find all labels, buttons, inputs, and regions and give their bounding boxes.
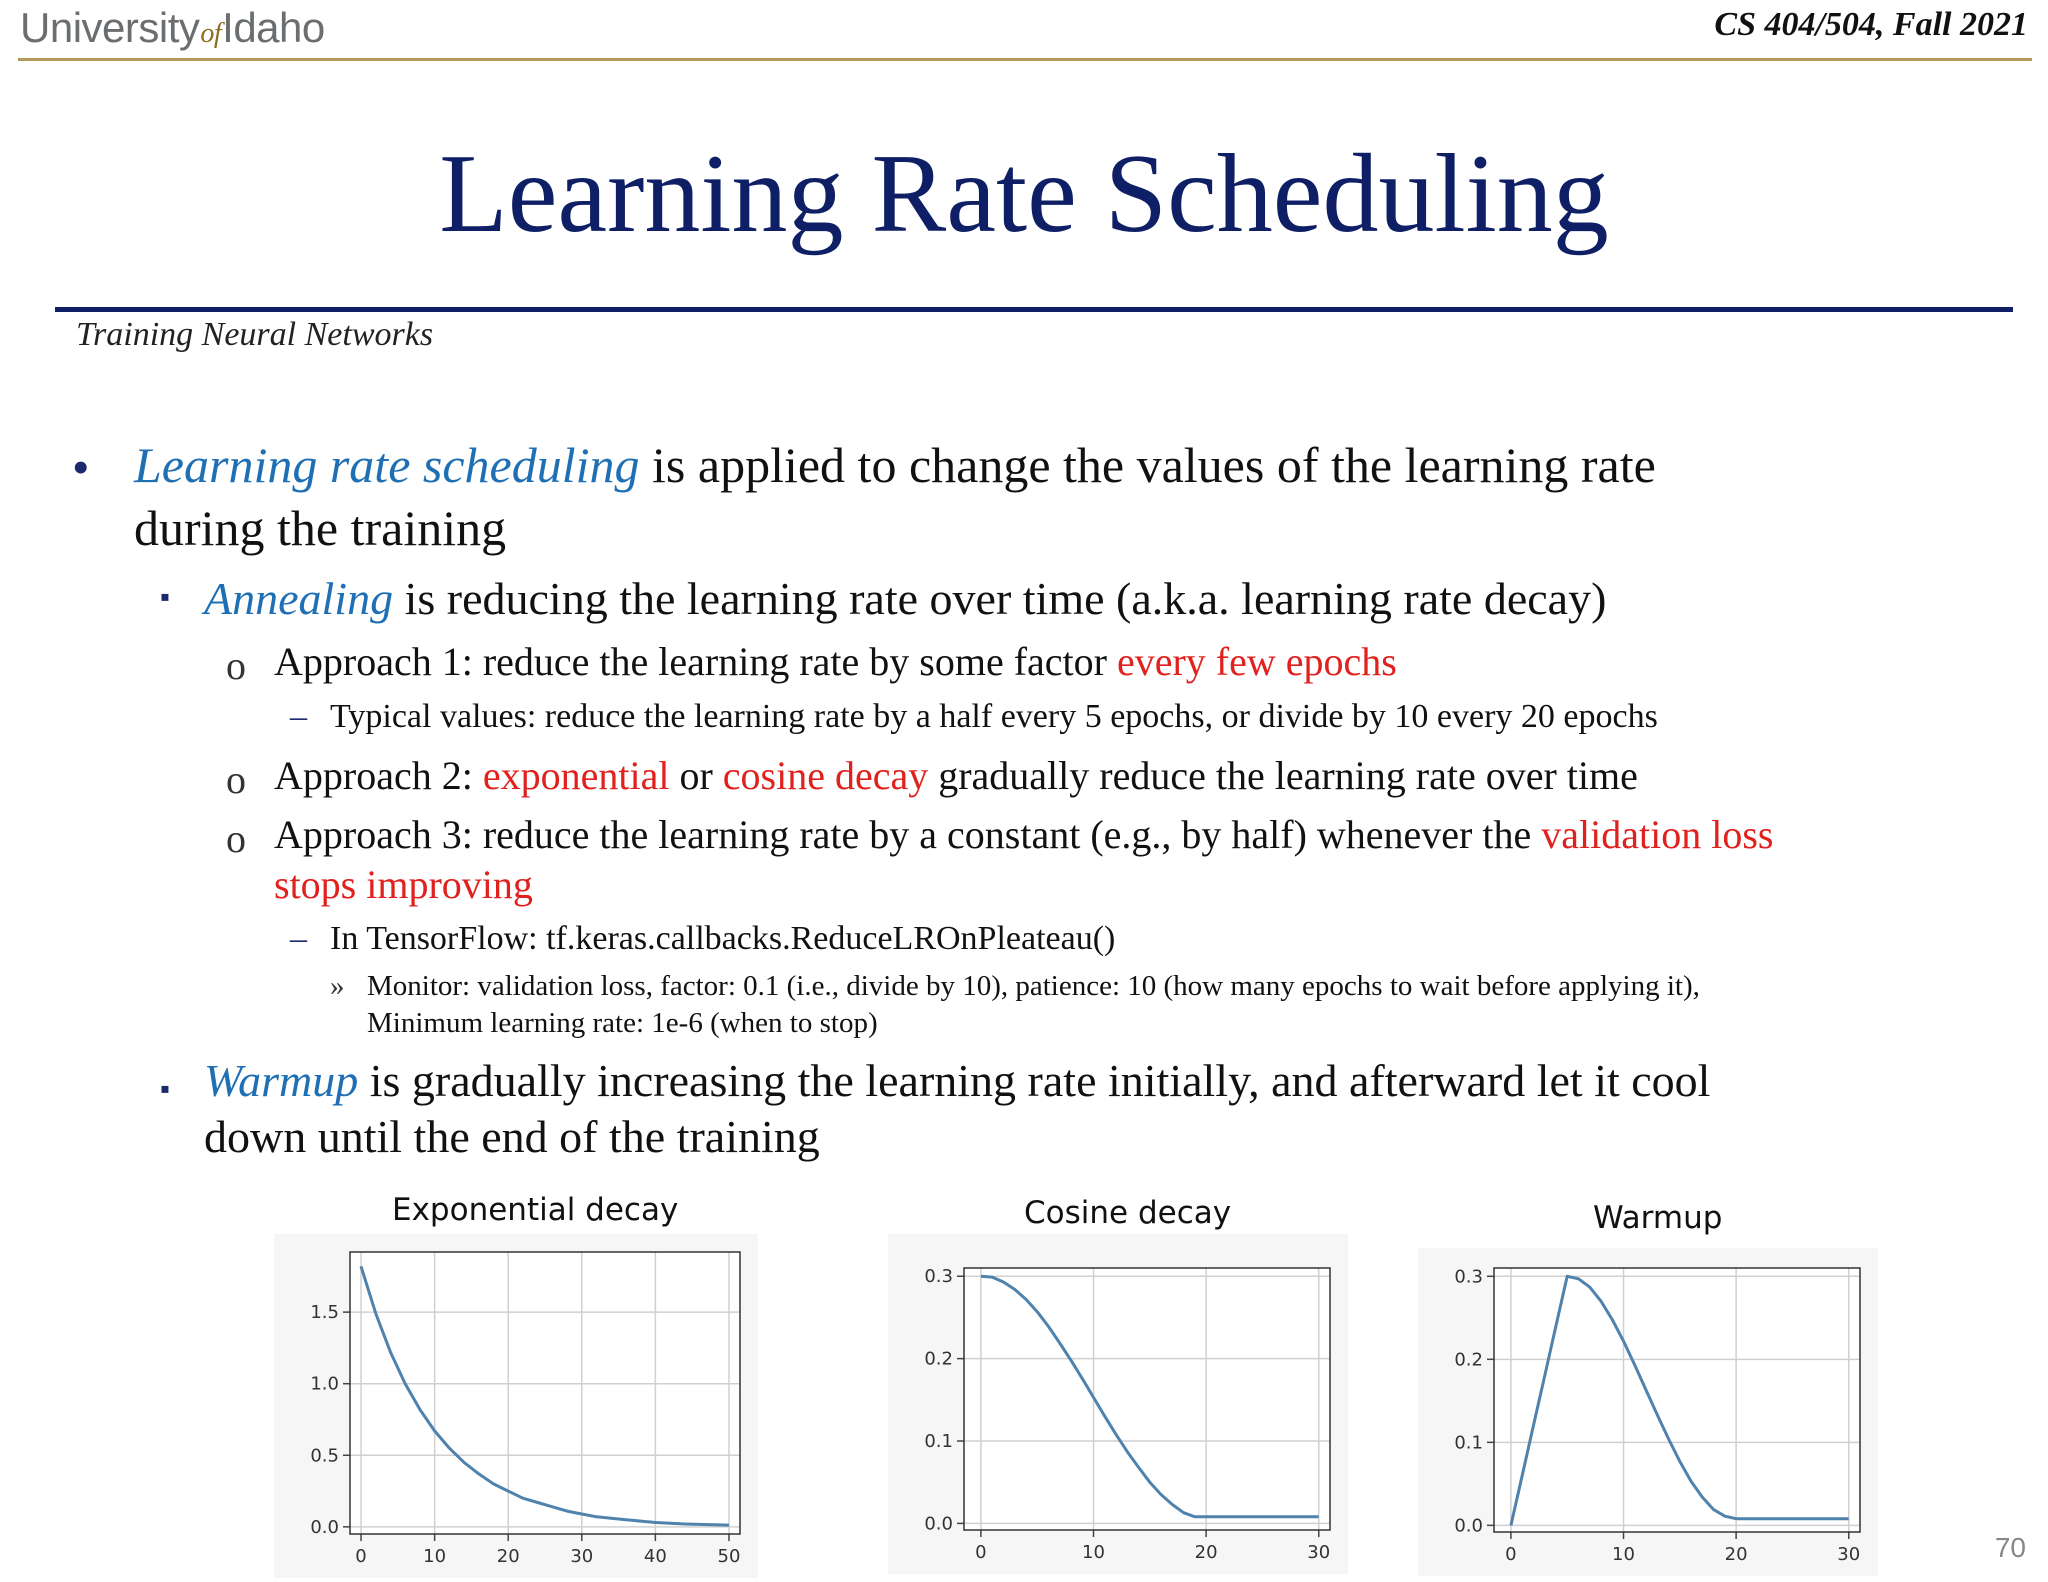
square-marker: ▪: [160, 582, 170, 613]
x-tick-label: 0: [1505, 1544, 1517, 1565]
x-tick-label: 0: [975, 1542, 987, 1563]
y-tick-label: 0.1: [924, 1431, 953, 1453]
term-warmup: Warmup: [204, 1055, 359, 1106]
plot-area: [350, 1252, 740, 1534]
chart-cosine-decay: [888, 1234, 1348, 1574]
x-tick-label: 20: [1724, 1544, 1748, 1565]
x-tick-label: 50: [717, 1546, 741, 1567]
dash-marker: –: [290, 698, 307, 735]
chart-warmup: [1418, 1248, 1878, 1576]
dash-marker: –: [290, 920, 307, 957]
y-tick-label: 1.5: [310, 1302, 339, 1324]
logo-idaho: Idaho: [222, 4, 325, 51]
bullet-lr-scheduling-cont: during the training: [134, 500, 507, 556]
y-tick-label: 0.0: [310, 1516, 339, 1538]
bullet-warmup-cont: down until the end of the training: [204, 1111, 820, 1162]
y-tick-label: 0.3: [924, 1266, 953, 1288]
x-tick-label: 10: [1612, 1544, 1635, 1565]
course-label: CS 404/504, Fall 2021: [1714, 6, 2028, 43]
monitor-line-1: Monitor: validation loss, factor: 0.1 (i.e., divide by 10), patience: 10 (how many epochs to wait before applying it),: [367, 970, 1700, 1002]
approach-1: [274, 638, 1397, 685]
x-tick-label: 0: [355, 1546, 367, 1567]
approach-3-text: Approach 3: reduce the learning rate by a constant (e.g., by half) whenever the: [274, 812, 1542, 857]
chart-title-warmup: Warmup: [1593, 1200, 1723, 1236]
approach-3: [274, 811, 1773, 858]
y-tick-label: 0.0: [1454, 1515, 1483, 1537]
square-marker: ▪: [160, 1074, 170, 1105]
x-tick-label: 40: [643, 1546, 667, 1567]
circle-marker: o: [226, 757, 246, 802]
page-number: 70: [1994, 1532, 2026, 1563]
y-tick-label: 0.2: [924, 1348, 953, 1370]
x-tick-label: 20: [496, 1546, 520, 1567]
slide-title: Learning Rate Scheduling: [439, 132, 1609, 256]
chart-warmup-svg: [1418, 1248, 1878, 1576]
y-tick-label: 0.2: [1454, 1349, 1483, 1371]
bullet-warmup-text: is gradually increasing the learning rate initially, and afterward let it cool: [358, 1055, 1711, 1106]
chart-title-exponential: Exponential decay: [392, 1192, 679, 1228]
bullet-annealing-text: is reducing the learning rate over time (a.k.a. learning rate decay): [393, 573, 1607, 624]
approach-1-text: Approach 1: reduce the learning rate by some factor: [274, 639, 1117, 684]
bullet-lr-scheduling: [134, 436, 1656, 494]
approach-3-highlight-b: stops improving: [274, 862, 533, 907]
typical-values: Typical values: reduce the learning rate by a half every 5 epochs, or divide by 10 every 20 epochs: [330, 698, 1658, 735]
term-annealing: Annealing: [204, 573, 394, 624]
section-label: Training Neural Networks: [76, 316, 434, 353]
circle-marker: o: [226, 816, 246, 861]
chart-exponential-svg: [274, 1234, 758, 1578]
approach-2-or: or: [669, 753, 723, 798]
y-tick-label: 1.0: [310, 1373, 339, 1395]
approach-2-prefix: Approach 2:: [274, 753, 483, 798]
approach-2-suffix: gradually reduce the learning rate over time: [928, 753, 1638, 798]
x-tick-label: 30: [1307, 1542, 1331, 1563]
x-tick-label: 20: [1194, 1542, 1218, 1563]
title-divider: [55, 307, 2013, 312]
approach-1-highlight: every few epochs: [1116, 639, 1397, 684]
university-logo: [20, 4, 325, 52]
x-tick-label: 30: [1837, 1544, 1861, 1565]
header-divider: [18, 58, 2032, 61]
tensorflow-callback: In TensorFlow: tf.keras.callbacks.ReduceLROnPleateau(): [330, 920, 1116, 957]
circle-marker: o: [226, 643, 246, 688]
chart-cosine-svg: [888, 1234, 1348, 1574]
bullet-warmup: [204, 1054, 1710, 1107]
x-tick-label: 30: [570, 1546, 594, 1567]
bullet-marker: •: [72, 439, 90, 495]
y-tick-label: 0.5: [310, 1445, 339, 1467]
approach-2-exponential: exponential: [482, 753, 670, 798]
approach-2: [274, 752, 1638, 799]
x-tick-label: 10: [423, 1546, 447, 1567]
monitor-line-2: Minimum learning rate: 1e-6 (when to stop): [367, 1007, 878, 1039]
y-tick-label: 0.3: [1454, 1266, 1483, 1288]
logo-of: of: [200, 18, 222, 49]
chart-exponential-decay: [274, 1234, 758, 1578]
plot-area: [1494, 1268, 1860, 1532]
term-learning-rate-scheduling: Learning rate scheduling: [134, 437, 640, 493]
chevron-marker: »: [330, 970, 345, 1002]
chart-title-cosine: Cosine decay: [1024, 1195, 1232, 1231]
y-tick-label: 0.0: [924, 1513, 953, 1535]
x-tick-label: 10: [1082, 1542, 1105, 1563]
approach-2-cosine: cosine decay: [722, 753, 929, 798]
bullet-annealing: [204, 572, 1606, 625]
approach-3-highlight-a: validation loss: [1541, 812, 1774, 857]
y-tick-label: 0.1: [1454, 1432, 1483, 1454]
logo-university: University: [20, 4, 200, 51]
plot-area: [964, 1268, 1330, 1530]
bullet-lr-scheduling-text: is applied to change the values of the learning rate: [639, 437, 1656, 493]
